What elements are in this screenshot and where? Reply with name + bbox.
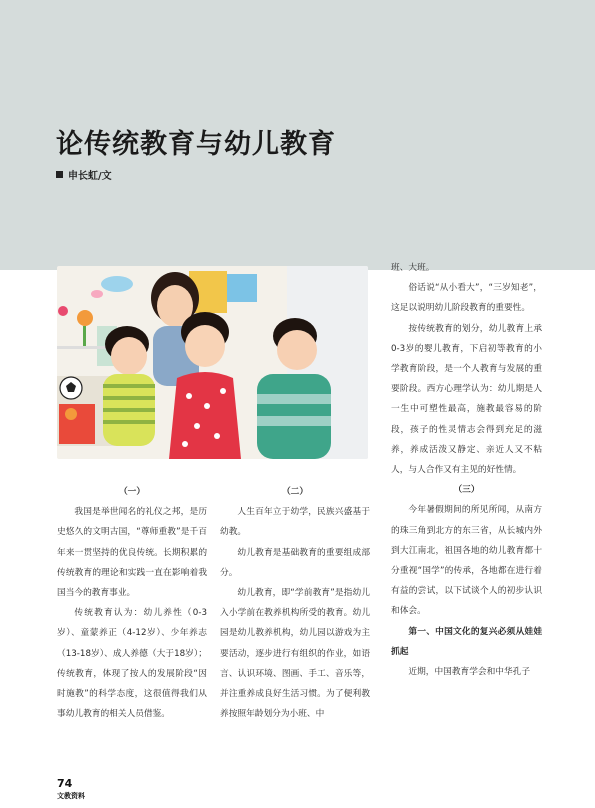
paragraph: 近期，中国教育学会和中华孔子 [408,667,531,678]
author-line [56,167,112,182]
article-photo [57,266,368,459]
paragraph: 今年暑假期间的所见所闻，从南方的珠三角到北方的东三省，从长城内外到大江南北，祖国各地的幼儿教育都十分重视“国学”的传承，各地都在进行着有益的尝试，以下试谈个人的初步认识和体会。 [391,505,542,617]
square-bullet-icon [56,171,63,178]
column-3 [391,258,542,682]
page-number: 74 [57,777,73,790]
paragraph: 班、大班。 [391,263,435,273]
paragraph: 俗话说“从小看大”，“三岁知老”，这足以说明幼儿阶段教育的重要性。 [391,283,542,314]
paragraph: 幼儿教育是基础教育的重要组成部分。 [220,547,370,578]
paragraph: 幼儿教育，即“学前教育”是指幼儿入小学前在教养机构所受的教育。幼儿园是幼儿教养机构，幼儿园以游戏为主要活动，逐步进行有组织的作业，如语言、认识环境、图画、手工、音乐等，并注重养成良好生活习惯。为了便利教养按照年龄划分为小班、中 [220,588,370,720]
paragraph: 按传统教育的划分，幼儿教育上承0-3岁的婴儿教育，下启初等教育的小学教育阶段，是一个人教育与发展的重要阶段。西方心理学认为：幼儿期是人一生中可塑性最高，施教最容易的阶段，孩子的性灵情志会得到充足的滋养，养成活泼又静定、亲近人又不粘人，与人合作又有主见的好性情。 [391,323,542,476]
paragraph: 传统教育认为：幼儿养性（0-3岁）、童蒙养正（4-12岁）、少年养志（13-18岁）、成人养德（大于18岁）；传统教育，体现了按人的发展阶段“因时施教”的科学态度，这很值得我们从事幼儿教育的相关人员借鉴。 [57,608,207,720]
magazine-name: 文教资料 [57,792,85,800]
author-name: 申长虹/文 [68,171,112,182]
teacher-with-children-photo-icon [57,266,368,459]
section-heading-3: （三） [453,485,480,496]
column-2 [220,482,370,724]
section-heading-1: （一） [118,487,146,497]
subheading: 第一、中国文化的复兴必须从娃娃抓起 [391,626,542,657]
paragraph: 人生百年立于幼学，民族兴盛基于幼教。 [220,507,370,538]
column-1 [57,482,207,724]
article-title: 论传统教育与幼儿教育 [56,129,336,160]
paragraph: 我国是举世闻名的礼仪之邦，是历史悠久的文明古国，“尊师重教”是千百年来一贯坚持的优良传统。长期积累的传统教育的理论和实践一直在影响着我国当今的教育事业。 [57,507,207,599]
section-heading-2: （二） [281,487,309,497]
